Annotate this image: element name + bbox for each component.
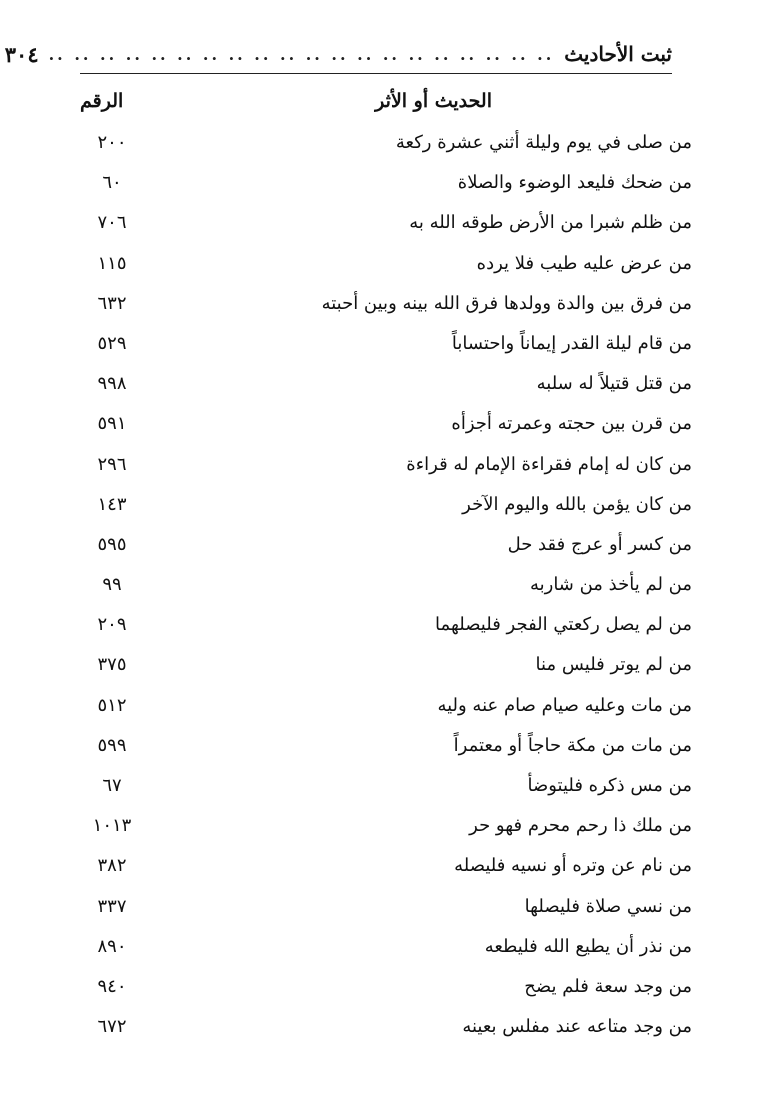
entry-text: من فرق بين والدة وولدها فرق الله بينه وبين أحبته [321,292,692,314]
entry-number: ٣٣٧ [97,895,127,917]
entry-number: ٩٤٠ [97,975,127,997]
index-entry [80,807,692,847]
entry-text: من ملك ذا رحم محرم فهو حر [469,815,692,837]
header-rule [80,73,672,74]
index-entry [80,606,692,646]
index-entry [80,928,692,968]
entry-number: ٥١٢ [97,694,127,716]
index-entry [80,767,692,807]
entry-number: ٢٠٩ [97,614,127,636]
column-headers [80,86,692,118]
entry-text: من وجد سعة فلم يضح [524,975,692,997]
page-number: ٣٠٤ [4,41,39,67]
index-entry [80,124,692,164]
entry-number: ٦٣٢ [97,292,127,314]
entry-number: ٣٧٥ [97,654,127,676]
entry-text: من وجد متاعه عند مفلس بعينه [462,1016,692,1038]
entry-number: ١٠١٣ [92,815,132,837]
running-head-leader-dots: .. .. .. .. .. .. .. .. .. .. .. .. .. .. .. .. .. .. .. .. [48,44,555,64]
index-entry [80,646,692,686]
entry-text: من لم يصل ركعتي الفجر فليصلهما [435,614,692,636]
index-entry [80,888,692,928]
index-entry [80,687,692,727]
entry-text: من نسي صلاة فليصلها [524,895,692,917]
entry-text: من لم يأخذ من شاربه [529,574,692,596]
hadith-index-list [80,124,692,1048]
index-entry [80,285,692,325]
entry-number: ٩٩ [102,574,122,596]
entry-text: من صلى في يوم وليلة أثني عشرة ركعة [395,132,692,153]
index-entry [80,526,692,566]
entry-text: من كان له إمام فقراءة الإمام له قراءة [406,453,692,475]
entry-text: من كسر أو عرج فقد حل [507,533,692,555]
entry-text: من ضحك فليعد الوضوء والصلاة [457,172,692,194]
column-header-hadith: الحديث أو الأثر [375,90,492,112]
entry-number: ٥٩١ [97,413,127,435]
entry-number: ١١٥ [97,252,127,274]
index-entry [80,566,692,606]
entry-number: ٢٩٦ [97,453,127,475]
entry-text: من نام عن وتره أو نسيه فليصله [454,855,692,877]
index-entry [80,1008,692,1048]
entry-number: ٦٠ [102,172,122,194]
index-entry [80,164,692,204]
entry-number: ٧٠٦ [97,212,127,234]
index-entry [80,446,692,486]
index-entry [80,847,692,887]
index-entry [80,405,692,445]
index-entry [80,325,692,365]
entry-text: من عرض عليه طيب فلا يرده [476,252,692,274]
entry-number: ٩٩٨ [97,373,127,395]
entry-number: ٨٩٠ [97,935,127,957]
index-entry [80,486,692,526]
entry-number: ٣٨٢ [97,855,127,877]
entry-text: من كان يؤمن بالله واليوم الآخر [462,493,692,515]
index-entry [80,365,692,405]
entry-number: ٦٧ [102,775,122,796]
entry-text: من ظلم شبرا من الأرض طوقه الله به [409,212,692,234]
entry-text: من مس ذكره فليتوضأ [527,775,692,796]
entry-text: من لم يوتر فليس منا [535,654,692,676]
running-head-title: ثبت الأحاديث [564,42,672,66]
index-entry [80,245,692,285]
column-header-number: الرقم [80,90,124,112]
entry-text: من قتل قتيلاً له سلبه [536,373,692,395]
entry-text: من مات من مكة حاجاً أو معتمراً [453,734,692,756]
entry-number: ٥٢٩ [97,332,127,354]
index-entry [80,204,692,244]
entry-text: من نذر أن يطيع الله فليطعه [484,935,692,957]
entry-number: ٥٩٥ [97,533,127,555]
index-entry [80,727,692,767]
entry-text: من مات وعليه صيام صام عنه وليه [437,694,692,716]
entry-number: ٦٧٢ [97,1016,127,1038]
entry-number: ٥٩٩ [97,734,127,756]
entry-text: من قرن بين حجته وعمرته أجزأه [451,413,692,435]
entry-number: ١٤٣ [97,493,127,515]
running-head [4,36,672,72]
entry-text: من قام ليلة القدر إيماناً واحتساباً [451,332,692,354]
index-entry [80,968,692,1008]
entry-number: ٢٠٠ [97,132,127,153]
